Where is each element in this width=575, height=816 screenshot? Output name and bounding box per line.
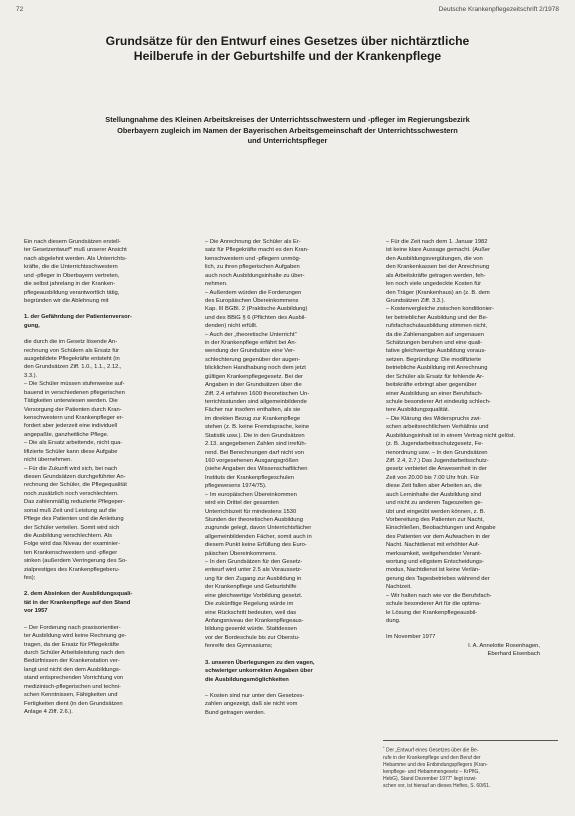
- section-heading-line: tät in der Krankenpflege auf den Stand: [24, 599, 131, 606]
- text-line: und nicht zu anderen Tageszeiten ge-: [386, 500, 483, 507]
- text-line: Zeit von 20.00 bis 7.00 Uhr früh. Für: [386, 474, 480, 481]
- text-line: Unterrichtszeit für mindestens 1530: [205, 508, 297, 515]
- text-line: eine Rückschritt bedeuten, weil das: [205, 609, 297, 616]
- text-line: den Grundsätzen Ziff. 1.0., 1.1., 2.12.,: [24, 364, 122, 371]
- text-line: die durch die im Gesetz lösende An-: [24, 339, 118, 346]
- section-heading-line: 1. der Gefährdung der Patientenversor-: [24, 314, 132, 321]
- text-line: le Lösung der Krankenpflegeausbil-: [386, 609, 478, 616]
- footnote-line: [383, 762, 558, 769]
- footnote-line: [383, 755, 558, 762]
- text-line: wendung der Grundsätze eine Ver-: [205, 348, 295, 355]
- text-line: in der Krankenpflege erfährt bei An-: [205, 340, 297, 347]
- text-line: Statistik usw.). Die in den Grundsätzen: [205, 432, 305, 439]
- text-line: Kap. III BGBl. 2 (Praktische Ausbildung): [205, 306, 308, 313]
- section-heading-line: gung,: [24, 322, 40, 329]
- text-line: diesem Punkt keine Erfüllung des Euro-: [205, 542, 307, 549]
- text-line: Nachtzeit.: [386, 584, 412, 591]
- text-line: tere Ausbildungsqualität.: [386, 407, 450, 414]
- text-line: stand entsprechenden Vorrichtung von: [24, 675, 124, 682]
- text-line: Stunden der theoretischen Ausbildung: [205, 516, 303, 523]
- text-line: Die zukünftige Regelung würde im: [205, 601, 294, 608]
- paragraph-spacer: [24, 330, 178, 338]
- text-line: noch zusätzlich noch verschlechtern.: [24, 490, 119, 497]
- text-line: blicklichen Handhabung noch dem jetzt: [205, 365, 306, 372]
- text-line: bauend in verschiedenen pflegerischen: [24, 389, 125, 396]
- footnote-line: [383, 783, 558, 790]
- text-line: gültigen Krankenpflegegesetz. Bei der: [205, 373, 303, 380]
- text-line: betriebliche Ausbildung mit Anrechnung: [386, 365, 488, 372]
- text-line: – Die Schüler müssen stufenweise auf-: [24, 381, 125, 388]
- text-line: tragen, da der Ersatz für Pflegekräfte: [24, 641, 120, 648]
- subtitle-line-1: Stellungnahme des Kleinen Arbeitskreises der Unterrichtsschwestern und -pfleger im Regierungsbezirk: [105, 115, 470, 124]
- text-line: den Krankenkassen bei der Anrechnung: [386, 264, 490, 271]
- text-line: rufsfachschulausbildung stimmen nicht,: [386, 323, 488, 330]
- text-line: nach abgelehnt werden. Als Unterrichts-: [24, 255, 127, 262]
- text-line: Fächer nur insofern enthalten, als sie: [205, 407, 301, 414]
- text-line: langt und nicht den dem Ausbildungs-: [24, 666, 121, 673]
- text-line: und des BBiG § 6 (Pflichten des Ausbil-: [205, 314, 307, 321]
- text-line: des Patienten vor dem Aufwachen in der: [386, 533, 491, 540]
- text-line: ter Ausbildung wird keine Rechnung ge-: [24, 633, 127, 640]
- text-line: ung für den Zugang zur Ausbildung in: [205, 575, 302, 582]
- text-line: der Schüler verteilen. Somit wird sich: [24, 524, 120, 531]
- text-line: sinken (außerdem Verringerung des So-: [24, 558, 128, 565]
- text-line: beitskräfte erbringt aber gegenüber: [386, 382, 477, 389]
- text-line: schen arbeitsrechtlichem Verhältnis und: [386, 424, 489, 431]
- text-line: – Auch der „theoretische Unterricht": [205, 331, 297, 338]
- text-line: schule besonderer Art für die optima-: [386, 601, 482, 608]
- text-line: Ausbildungsinhalt ist in einem Vertrag nicht gelöst.: [386, 432, 516, 439]
- text-line: Instituts der Krankenpflegeschulen: [205, 474, 294, 481]
- text-line: – Kosten sind nur unter den Gesetzes-: [205, 692, 305, 699]
- section-heading-line: vor 1957: [24, 608, 48, 615]
- text-line: Fertigkeiten dient (in den Grundsätzen: [24, 700, 123, 707]
- text-line: und -pfleger in Oberbayern vertreten,: [24, 272, 120, 279]
- text-line: als Arbeitskräfte getragen werden, feh-: [386, 272, 486, 279]
- text-line: lich, zu ihren pflegerischen Aufgaben: [205, 264, 300, 271]
- text-line: stehen (z. B. keine Fremdsprache, keine: [205, 424, 310, 431]
- text-line: Ein nach diesem Grundsätzen erstell-: [24, 239, 121, 245]
- running-header: Deutsche Krankenpflegezeitschrift 2/1978: [438, 6, 559, 13]
- text-line: – Der Forderung nach praxisorientier-: [24, 624, 121, 631]
- text-line: terrichtsstunden sind allgemeinbildende: [205, 399, 307, 406]
- text-line: – Die Anrechnung der Schüler als Er-: [205, 239, 301, 245]
- text-line: Einschließen, Beobachtungen und Angabe: [386, 525, 496, 532]
- text-line: rienordnung usw. – In den Grundsätzen: [386, 449, 488, 456]
- text-line: da die Zahlenangaben auf ungenauen: [386, 331, 484, 338]
- text-line: kenschwestern und -pflegern unmög-: [205, 255, 301, 262]
- text-line: die Ausbildung verschlechtern. Als: [24, 532, 112, 539]
- text-line: Folge wird das Niveau der examinier-: [24, 541, 121, 548]
- text-line: Schätzungen beruhen und eine quali-: [386, 340, 483, 347]
- text-line: – Für die Zeit nach dem 1. Januar 1982: [386, 239, 488, 245]
- footnote-line: [383, 744, 558, 755]
- text-line: Anlage 4 Ziff. 2.6.).: [24, 708, 73, 715]
- text-line: fes);: [24, 575, 36, 582]
- text-line: Versorgung der Patienten durch Kran-: [24, 406, 122, 413]
- text-line: denden) nicht erfüllt.: [205, 323, 258, 330]
- text-line: dung.: [386, 617, 401, 624]
- paragraph-spacer: [386, 625, 540, 633]
- section-heading-line: schwieriger unkorrekten Angaben über: [205, 668, 313, 675]
- footnote-line-text: schen vor, ist hierauf an dieses Heftes, S. 60/61.: [383, 782, 491, 789]
- text-line: bildung gesenkt würde. Stattdessen: [205, 626, 297, 633]
- text-line: merksamkeit, weitgehendster Verant-: [386, 550, 482, 557]
- subtitle-line-2: Oberbayern zugleich im Namen der Bayerischen Arbeitsgemeinschaft der Unterrichtsschwestern: [117, 125, 458, 135]
- text-line: auch Lerninhalte der Ausbildung sind: [386, 491, 482, 498]
- footnote-line-text: HebG), Stand Dezember 1977" liegt inzwi-: [383, 775, 478, 782]
- paragraph-spacer: [24, 582, 178, 590]
- text-line: Pflege des Patienten und die Anleitung: [24, 516, 124, 523]
- text-column-1: [24, 238, 178, 716]
- footnote-marker: *: [383, 745, 385, 750]
- text-line: Im November 1977: [386, 634, 436, 641]
- text-line: Ziff. 2.4, 2.7.) Das Jugendarbeitsschutz-: [386, 457, 489, 464]
- text-line: diesen Grundsätzen durchgeführter An-: [24, 473, 126, 480]
- paragraph-spacer: [205, 651, 359, 659]
- footnote-line-text: Hebamme und des Entbindungspflegers (Kran-: [383, 761, 488, 768]
- text-line: – Die Klärung des Widerspruchs zwi-: [386, 415, 482, 422]
- text-line: kenschwestern und Krankenpfleger er-: [24, 415, 124, 422]
- text-line: Vorbereitung des Patienten zur Nacht,: [386, 516, 484, 523]
- page-number: 72: [16, 6, 24, 13]
- text-line: übt und eingeübt werden können, z. B.: [386, 508, 486, 515]
- text-line: den Träger (Krankenhaus) an (z. B. dem: [386, 289, 490, 296]
- text-line: kräfte, die die Unterrichtsschwestern: [24, 264, 118, 271]
- text-line: medizinisch-pflegerischen und techni-: [24, 683, 121, 690]
- text-line: entwurf wird unter 2.5 als Voraussetz-: [205, 567, 302, 574]
- text-line: rechnung von Schülern als Ersatz für: [24, 347, 120, 354]
- text-line: pflegewesens 1974/75).: [205, 483, 267, 490]
- text-line: Ziff. 2.4 erfahren 1600 theoretischen Un-: [205, 390, 310, 397]
- text-line: – Für die Zukunft wird sich, bei nach: [24, 465, 118, 472]
- text-line: ausgebildete Pflegekräfte entsteht (in: [24, 356, 120, 363]
- footnote-line-text: Der „Entwurf eines Gesetzes über die Be-: [385, 747, 479, 754]
- text-line: Das zahlenmäßig reduzierte Pflegeper-: [24, 499, 125, 506]
- paragraph-spacer: [24, 616, 178, 624]
- title-line-1: Grundsätze für den Entwurf eines Gesetzes über nichtärztliche: [105, 34, 470, 48]
- text-line: zugrunde gelegt, davon Unterrichtsfächer: [205, 525, 312, 532]
- text-line: rechnung der Schüler, die Pflegequalität: [24, 482, 127, 489]
- text-line: wortung und eiligstem Entscheidungs-: [386, 559, 484, 566]
- text-line: nehmen.: [205, 281, 228, 288]
- text-line: durch Schüler Arbeitsleistung nach den: [24, 649, 125, 656]
- text-line: den Ausbildungsvergütungen, die von: [386, 255, 483, 262]
- text-line: lifizierte Schüler kann diese Aufgabe: [24, 448, 118, 455]
- section-heading-line: 3. unseren Überlegungen zu den vagen,: [205, 659, 315, 666]
- text-line: Eberhard Eisenbach: [487, 651, 540, 658]
- text-line: schule besonderer Art eindeutig schlech-: [386, 399, 491, 406]
- text-line: sonal muß Zeit und Leistung auf die: [24, 507, 117, 514]
- text-line: modus, Nachtdienst ist keine Verlän-: [386, 567, 481, 574]
- text-line: schlechterung gegenüber der augen-: [205, 356, 301, 363]
- text-line: Grundsätzen Ziff. 3.3.).: [386, 297, 446, 304]
- text-line: Nacht. Nachtdienst mit erhöhter Auf-: [386, 542, 480, 549]
- text-line: – Wir halten nach wie vor die Berufsfach-: [386, 592, 492, 599]
- footnote-line: [383, 776, 558, 783]
- text-line: – Die als Ersatz arbeitende, nicht qua-: [24, 440, 123, 447]
- section-heading-line: 2. dem Absinken der Ausbildungsquali-: [24, 591, 133, 598]
- section-heading-line: die Ausbildungsmöglichkeiten: [205, 676, 289, 683]
- text-line: satz für Pflegekräfte macht es den Kran-: [205, 247, 309, 254]
- text-line: 160 vorgesehenen Ausgangsgrößen: [205, 457, 299, 464]
- article-subtitle: [22, 115, 553, 147]
- text-line: auch noch Ausbildungsinhalte zu über-: [205, 272, 305, 279]
- text-line: tative gleichwertige Ausbildung voraus-: [386, 348, 487, 355]
- text-line: setzen. Begründung: Die modifizierte: [386, 356, 482, 363]
- paragraph-spacer: [205, 684, 359, 692]
- text-line: Bedürfnissen der Krankenstation ver-: [24, 658, 120, 665]
- text-line: der Krankenpflege und Geburtshilfe: [205, 584, 297, 591]
- subtitle-line-3: und Unterrichtspfleger: [247, 136, 328, 145]
- text-line: nicht übernehmen.: [24, 457, 73, 464]
- article-title: [40, 34, 535, 64]
- text-line: der Schüler als Ersatz für fehlende Ar-: [386, 373, 484, 380]
- text-line: die selbst jahrelang in der Kranken-: [24, 281, 116, 288]
- text-line: zialprestiges des Krankenpflegeberu-: [24, 566, 120, 573]
- footnote-line-text: rufe in der Krankenpflege und den Beruf der: [383, 754, 481, 761]
- text-line: Bund getragen werden.: [205, 709, 266, 716]
- footnote-line-text: kenpflege- und Hebammengesetz – KrPflG,: [383, 768, 480, 775]
- text-line: angepaßte, ganzheitliche Pflege.: [24, 431, 109, 438]
- text-line: Angaben in der Grundsätzen über die: [205, 382, 302, 389]
- text-line: – Kostenvergleiche zwischen konditionier-: [386, 306, 494, 313]
- text-line: begründen wir die Ablehnung mit: [24, 297, 109, 304]
- text-line: ten Krankenschwestern und -pfleger: [24, 549, 118, 556]
- text-line: fenreife des Gymnasiums;: [205, 643, 273, 650]
- text-column-2: [205, 238, 359, 717]
- paragraph-spacer: [24, 305, 178, 313]
- text-line: (siehe Angaben des Wissenschaftlichen: [205, 466, 308, 473]
- text-line: I. A. Annelotte Rosenhagen,: [468, 642, 540, 649]
- text-line: 3.3.).: [24, 372, 38, 379]
- text-line: gesetz verbietet die Anwesenheit in der: [386, 466, 487, 473]
- text-line: päischen Übereinkommens.: [205, 550, 277, 557]
- text-line: 2.13. angegebenen Zahlen sind irrefüh-: [205, 441, 307, 448]
- text-line: pflegeausbildung verantwortlich tätig,: [24, 289, 120, 296]
- text-line: wird ein Drittel der gesamten: [205, 500, 279, 507]
- text-line: fordert aber jederzeit eine individuell: [24, 423, 118, 430]
- text-line: Tätigkeiten unterwiesen werden. Die: [24, 398, 118, 405]
- text-line: (z. B. Jugendarbeitsschutzgesetz, Fe-: [386, 441, 484, 448]
- text-line: ter Gesetzentwurf* muß unserer Ansicht: [24, 247, 127, 254]
- text-line: eine gleichwertige Vorbildung gesetzt.: [205, 592, 303, 599]
- text-line: vor der Bordeschule bis zur Oberstu-: [205, 634, 300, 641]
- text-line: allgemeinbildenden Fächer, somit auch in: [205, 533, 312, 540]
- title-line-2: Heilberufe in der Geburtshilfe und der Krankenpflege: [133, 49, 442, 63]
- text-line: ist keine klare Aussage gemacht. (Außer: [386, 247, 491, 254]
- text-line: im direkten Bezug zur Krankenpflege: [205, 415, 301, 422]
- text-line: – Außerdem würden die Forderungen: [205, 289, 302, 296]
- text-line: zahlen angezeigt, daß sie nicht vom: [205, 701, 298, 708]
- text-line: einer Ausbildung an einer Berufsfach-: [386, 390, 483, 397]
- text-line: Anfangsniveau der Krankenpflegeaus-: [205, 617, 304, 624]
- text-line: gerung des Tagesbetriebes während der: [386, 575, 490, 582]
- footnote: [383, 740, 558, 790]
- text-line: – Im europäischen Übereinkommen: [205, 491, 297, 498]
- text-line: len noch viele ungedeckte Kosten für: [386, 281, 482, 288]
- footnote-text: [383, 744, 558, 790]
- footnote-line: [383, 769, 558, 776]
- text-line: des Europäischen Übereinkommens: [205, 297, 299, 304]
- text-line: diese Zeit fallen aber Arbeiten an, die: [386, 483, 482, 490]
- text-line: – In den Grundsätzen für den Gesetz-: [205, 559, 303, 566]
- text-column-3: [386, 238, 540, 659]
- text-line: schen Kenntnissen, Fähigkeiten und: [24, 692, 118, 699]
- text-line: rend. Bei Berechnungen darf nicht von: [205, 449, 304, 456]
- text-line: ter betrieblicher Ausbildung und der Be-: [386, 314, 488, 321]
